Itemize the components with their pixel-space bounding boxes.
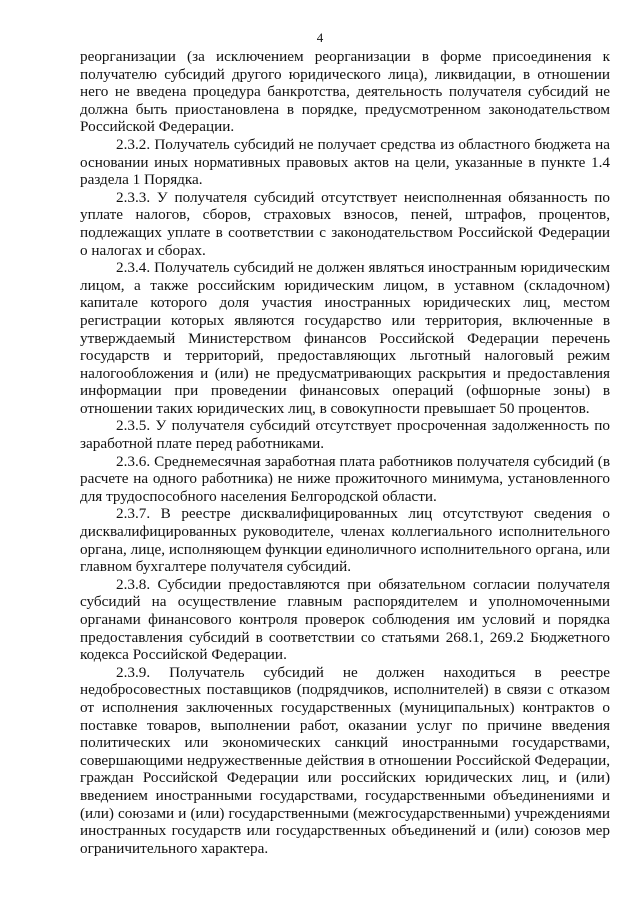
paragraph-2-3-2: 2.3.2. Получатель субсидий не получает средства из областного бюджета на основании иных нормативных правовых актов на цели, указанные в пункте 1.4 раздела 1 Порядка. (80, 135, 610, 189)
page-number: 4 (316, 30, 324, 45)
paragraph-continuation: реорганизации (за исключением реорганизации в форме присоединения к получателю субсидий другого юридического лица), ликвидации, в отношении него не введена процедура банкротства, деятельность получателя субсидий не должна быть приостановлена в порядке, предусмотренном законодательством Российской Федерации. (80, 48, 610, 136)
paragraph-2-3-3: 2.3.3. У получателя субсидий отсутствует неисполненная обязанность по уплате налогов, сборов, страховых взносов, пеней, штрафов, процентов, подлежащих уплате в соответствии с законодательством Российской Федерации о налогах и сборах. (80, 188, 610, 259)
paragraph-2-3-6: 2.3.6. Среднемесячная заработная плата работников получателя субсидий (в расчете на одного работника) не ниже прожиточного минимума, установленного для трудоспособного населения Белгородской области. (80, 452, 610, 505)
paragraph-2-3-8: 2.3.8. Субсидии предоставляются при обязательном согласии получателя субсидий на осуществление главным распорядителем и уполномоченными органами финансового контроля проверок соблюдения им условий и порядка предоставления субсидий в соответствии со статьями 268.1, 269.2 Бюджетного кодекса Российской Федерации. (80, 575, 610, 664)
document-body (80, 48, 610, 857)
paragraph-2-3-7: 2.3.7. В реестре дисквалифицированных лиц отсутствуют сведения о дисквалифицированных руководителе, членах коллегиального исполнительного органа, лице, исполняющем функции единоличного исполнительного органа, или главном бухгалтере получателя субсидий. (80, 505, 610, 576)
paragraph-2-3-4: 2.3.4. Получатель субсидий не должен являться иностранным юридическим лицом, а также российским юридическим лицом, в уставном (складочном) капитале которого доля участия иностранных юридических лиц, местом регистрации которых являются государство или территория, включенные в утверждаемый Министерством финансов Российской Федерации перечень государств и территорий, предоставляющих льготный налоговый режим налогообложения и (или) не предусматривающих раскрытия и предоставления информации при проведении финансовых операций (офшорные зоны) в отношении таких юридических лиц, в совокупности превышает 50 процентов. (80, 259, 610, 417)
paragraph-2-3-5: 2.3.5. У получателя субсидий отсутствует просроченная задолженность по заработной плате перед работниками. (80, 417, 610, 453)
paragraph-2-3-9: 2.3.9. Получатель субсидий не должен находиться в реестре недобросовестных поставщиков (подрядчиков, исполнителей) в связи с отказом от исполнения заключенных государственных (муниципальных) контрактов о поставке товаров, выполнении работ, оказании услуг по причине введения политических или экономических санкций иностранными государствами, совершающими недружественные действия в отношении Российской Федерации, граждан Российской Федерации или российских юридических лиц, и (или) введением иностранными государствами, государственными объединениями и (или) союзами и (или) государственными (межгосударственными) учреждениями иностранных государств или государственных объединений и (или) союзов мер ограничительного характера. (80, 663, 610, 857)
